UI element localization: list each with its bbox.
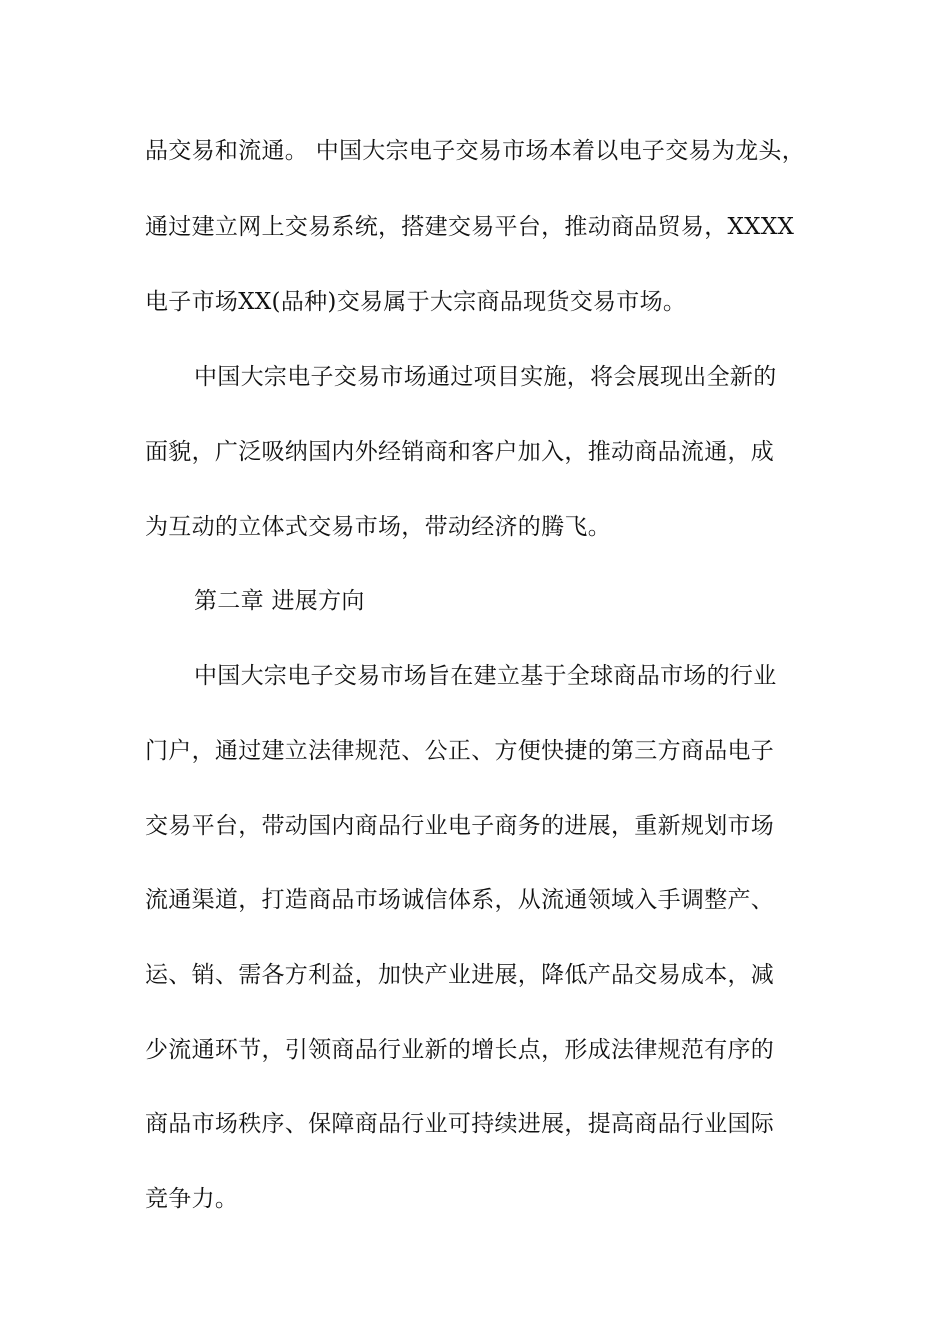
paragraph-3-line-2: 门户，通过建立法律规范、公正、方便快捷的第三方商品电子 <box>145 738 775 764</box>
paragraph-3-line-5: 运、销、需各方利益，加快产业进展，降低产品交易成本，减 <box>145 962 775 988</box>
paragraph-2-line-2: 面貌，广泛吸纳国内外经销商和客户加入，推动商品流通，成 <box>145 439 775 465</box>
paragraph-3-line-4: 流通渠道，打造商品市场诚信体系，从流通领域入手调整产、 <box>145 887 775 913</box>
paragraph-3-line-3: 交易平台，带动国内商品行业电子商务的进展，重新规划市场 <box>145 813 775 839</box>
paragraph-1-line-2: 通过建立网上交易系统，搭建交易平台，推动商品贸易，XXXX <box>145 214 795 240</box>
paragraph-2-line-3: 为互动的立体式交易市场，带动经济的腾飞。 <box>145 514 611 540</box>
paragraph-2-line-1: 中国大宗电子交易市场通过项目实施，将会展现出全新的 <box>194 364 777 390</box>
chapter-heading: 第二章 进展方向 <box>194 588 365 614</box>
paragraph-3-line-6: 少流通环节，引领商品行业新的增长点，形成法律规范有序的 <box>145 1037 775 1063</box>
paragraph-3-line-7: 商品市场秩序、保障商品行业可持续进展，提高商品行业国际 <box>145 1111 775 1137</box>
paragraph-1-line-3: 电子市场XX(品种)交易属于大宗商品现货交易市场。 <box>145 289 687 315</box>
paragraph-3-line-1: 中国大宗电子交易市场旨在建立基于全球商品市场的行业 <box>194 663 777 689</box>
paragraph-3-line-8: 竞争力。 <box>145 1186 239 1212</box>
paragraph-1-line-1: 品交易和流通。 中国大宗电子交易市场本着以电子交易为龙头， <box>145 138 806 164</box>
